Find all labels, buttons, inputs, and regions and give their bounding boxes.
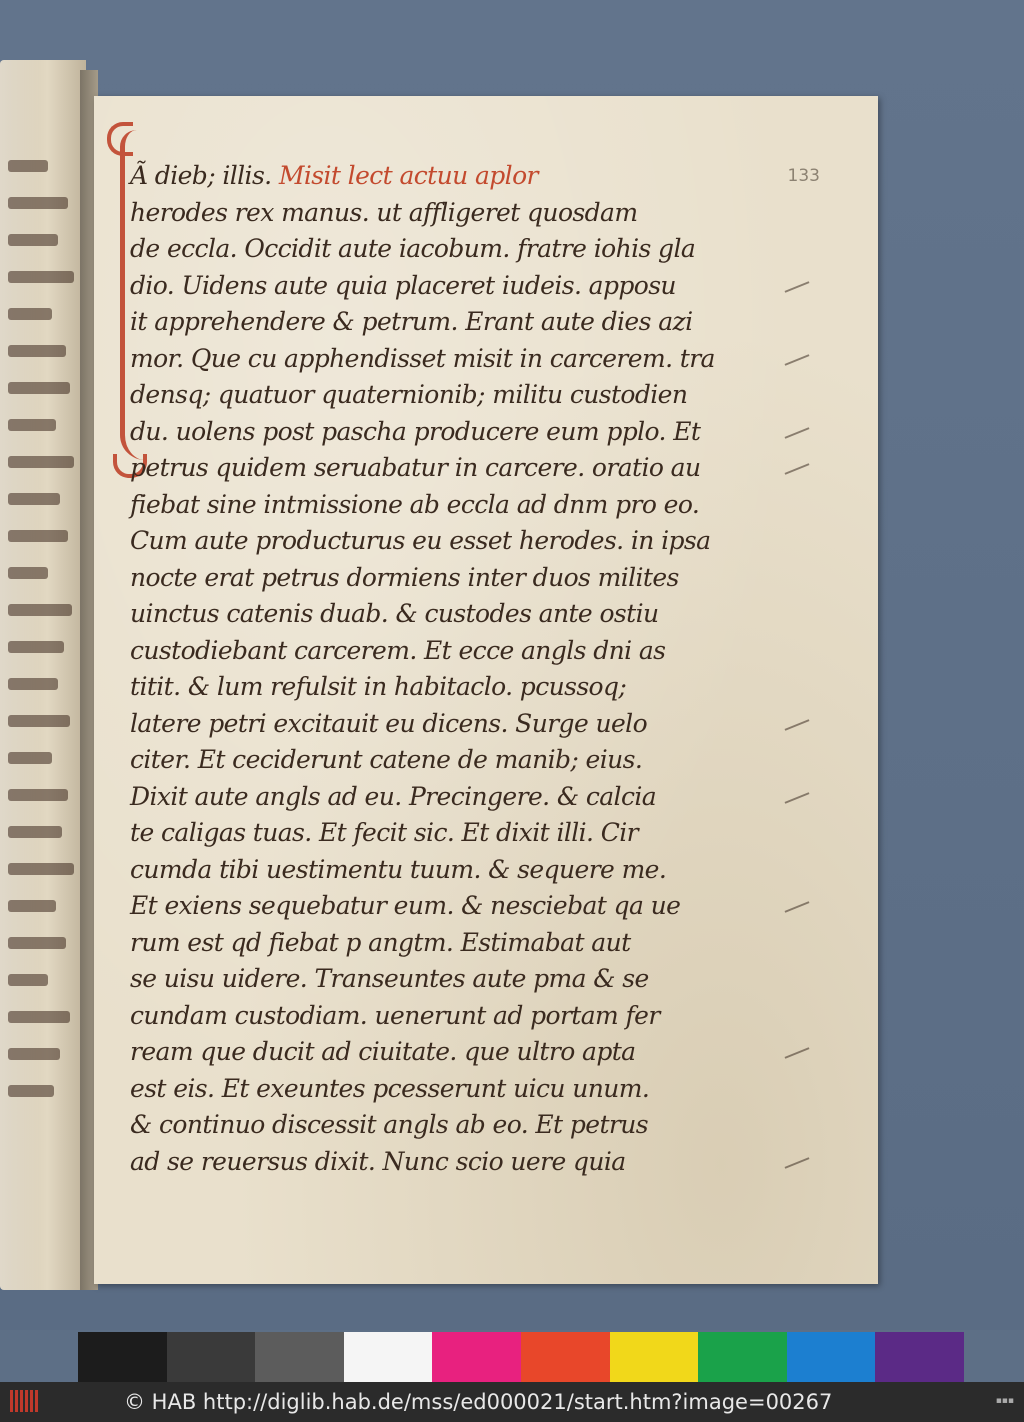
manuscript-line: herodes rex manus. ut affligeret quosdam: [130, 197, 638, 227]
manuscript-line: est eis. Et exeuntes pcesserunt uicu unum.: [130, 1073, 650, 1103]
footer-bar: [0, 1382, 1024, 1422]
footer-credit: © HAB http://diglib.hab.de/mss/ed000021/start.htm?image=00267: [124, 1390, 833, 1414]
color-swatch: [521, 1332, 610, 1382]
manuscript-line: Et exiens sequebatur eum. & nesciebat qa ue: [130, 891, 681, 920]
color-swatch: [698, 1332, 787, 1382]
margin-tick: [785, 1157, 810, 1169]
manuscript-line: nocte erat petrus dormiens inter duos milites: [130, 562, 679, 592]
manuscript-line: dio. Uidens aute quia placeret iudeis. apposu: [130, 270, 676, 300]
manuscript-line: ream que ducit ad ciuitate. que ultro apta: [130, 1037, 636, 1066]
manuscript-line: it apprehendere & petrum. Erant aute dies azi: [130, 307, 693, 336]
manuscript-line: Cum aute producturus eu esset herodes. in ipsa: [130, 526, 711, 555]
folio-number: 133: [787, 166, 820, 186]
color-swatch: [787, 1332, 876, 1382]
facing-page: [0, 60, 86, 1290]
color-calibration-bar: [78, 1332, 964, 1382]
manuscript-folio: [94, 96, 878, 1284]
color-swatch: [432, 1332, 521, 1382]
color-swatch: [344, 1332, 433, 1382]
footer-marker: ▪▪▪: [995, 1396, 1014, 1406]
color-swatch: [78, 1332, 167, 1382]
color-swatch: [167, 1332, 256, 1382]
manuscript-line: du. uolens post pascha producere eum pplo. Et: [130, 416, 701, 446]
manuscript-line: cundam custodiam. uenerunt ad portam fer: [130, 1000, 660, 1030]
manuscript-line: citer. Et ceciderunt catene de manib; eius.: [130, 745, 643, 774]
manuscript-line: Dixit aute angls ad eu. Precingere. & calcia: [130, 781, 657, 811]
manuscript-line: latere petri excitauit eu dicens. Surge uelo: [130, 708, 648, 738]
manuscript-line: rum est qd fiebat p angtm. Estimabat aut: [130, 927, 631, 957]
margin-tick: [785, 901, 810, 913]
margin-tick: [785, 719, 810, 731]
facing-page-text-fragments: [8, 150, 86, 1112]
margin-tick: [785, 792, 810, 804]
rubric-heading: Misit lect actuu aplor: [278, 161, 538, 190]
manuscript-line: se uisu uidere. Transeuntes aute pma & se: [130, 964, 649, 993]
manuscript-line: cumda tibi uestimentu tuum. & sequere me.: [130, 854, 667, 884]
margin-tick: [785, 1047, 810, 1059]
manuscript-line: mor. Que cu apphendisset misit in carcerem. tra: [130, 343, 715, 373]
margin-tick: [785, 427, 810, 439]
manuscript-line: te caligas tuas. Et fecit sic. Et dixit illi. Cir: [130, 818, 639, 847]
manuscript-line: de eccla. Occidit aute iacobum. fratre iohis gla: [130, 234, 696, 263]
margin-tick: [785, 354, 810, 366]
hab-logo-icon: [10, 1390, 50, 1414]
manuscript-line: & continuo discessit angls ab eo. Et petrus: [130, 1110, 648, 1139]
manuscript-line: uinctus catenis duab. & custodes ante ostiu: [130, 599, 659, 628]
manuscript-line: densq; quatuor quaternionib; militu custodien: [130, 380, 688, 409]
manuscript-line: custodiebant carcerem. Et ecce angls dni as: [130, 635, 666, 665]
manuscript-line: [130, 158, 750, 195]
manuscript-line: petrus quidem seruabatur in carcere. oratio au: [130, 453, 701, 482]
color-swatch: [875, 1332, 964, 1382]
manuscript-line: ad se reuersus dixit. Nunc scio uere quia: [130, 1146, 626, 1176]
margin-tick: [785, 463, 810, 475]
color-swatch: [610, 1332, 699, 1382]
text-block: [130, 158, 750, 1180]
color-swatch: [255, 1332, 344, 1382]
manuscript-line: titit. & lum refulsit in habitaclo. pcussoq;: [130, 672, 627, 701]
manuscript-line: fiebat sine intmissione ab eccla ad dnm pro eo.: [130, 489, 700, 519]
line-text: Ã dieb; illis.: [130, 161, 279, 190]
margin-tick: [785, 281, 810, 293]
